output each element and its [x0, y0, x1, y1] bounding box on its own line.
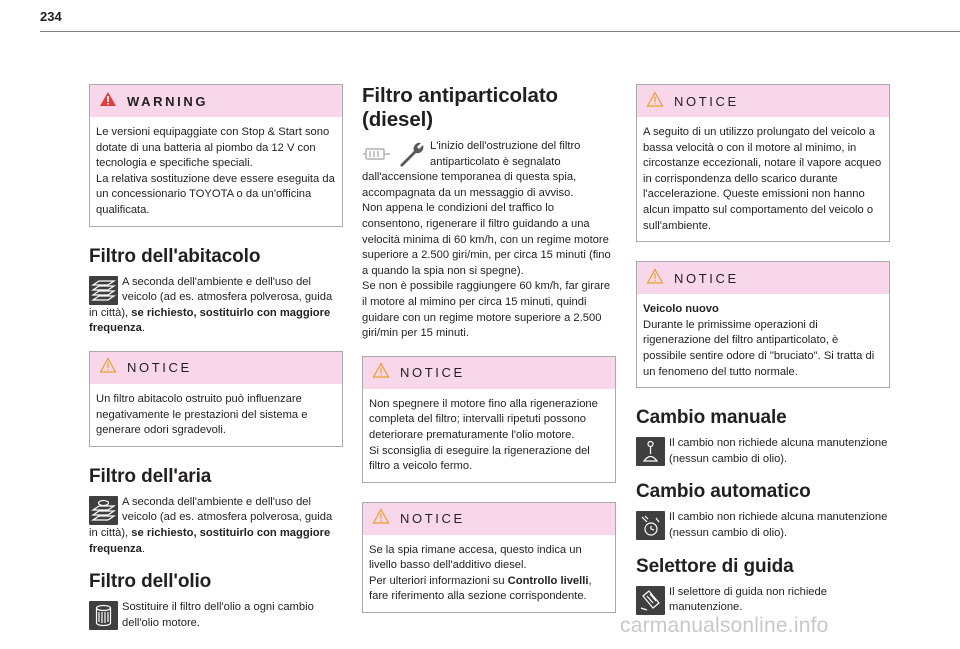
manual-gearbox-icon: [636, 437, 665, 466]
oil-filter-heading: Filtro dell'olio: [89, 571, 212, 593]
manual-gearbox-text: Il cambio non richiede alcuna manutenzione (nessun cambio di olio).: [669, 437, 888, 465]
new-vehicle-notice-title: NOTICE: [674, 270, 739, 286]
automatic-gearbox-paragraph: [636, 510, 890, 541]
dpf-notice-1-line-2: Si sconsiglia di eseguire la rigenerazione del filtro a veicolo fermo.: [369, 444, 590, 473]
column-1: [89, 84, 343, 645]
vapour-notice-title: NOTICE: [674, 93, 739, 109]
cabin-filter-bold: se richiesto, sostituirlo con maggiore frequenza: [89, 306, 331, 335]
dpf-notice-1-box: [362, 356, 616, 483]
warning-title: WARNING: [127, 93, 209, 109]
air-filter-heading: Filtro dell'aria: [89, 465, 212, 487]
automatic-gearbox-text: Il cambio non richiede alcuna manutenzione (nessun cambio di olio).: [669, 511, 888, 539]
vapour-notice-header: [637, 85, 889, 117]
vapour-notice-body: A seguito di un utilizzo prolungato del veicolo a bassa velocità o con il motore al minimo, in circostanze eccezionali, notare il vapore acqueo in corrispondenza dello scarico durante l'accelerazione. Queste emissioni non hanno alcun impatto sul comportamento del veicolo o sull'ambiente.: [643, 126, 882, 232]
dpf-heading: Filtro antiparticolato (diesel): [362, 84, 558, 131]
cabin-filter-icon: [89, 276, 118, 305]
new-vehicle-notice-body: [637, 294, 889, 387]
notice-triangle-icon: [646, 91, 664, 112]
cabin-filter-heading: Filtro dell'abitacolo: [89, 245, 261, 267]
dpf-notice-2-box: [362, 502, 616, 613]
manual-gearbox-paragraph: [636, 436, 890, 467]
dpf-notice-2-line-2: [369, 574, 609, 605]
warning-body: [90, 117, 342, 226]
air-filter-paragraph: [89, 495, 343, 557]
vapour-notice-box: [636, 84, 890, 242]
column-2: [362, 84, 616, 632]
dpf-notice-2-title: NOTICE: [400, 511, 465, 527]
air-filter-icon: [89, 496, 118, 525]
dpf-notice-2-post: , fare riferimento alla sezione corrispondente.: [369, 574, 592, 603]
cabin-filter-text: A seconda dell'ambiente e dell'uso del veicolo (ad es. atmosfera polverosa, guida in città),: [89, 275, 333, 319]
dpf-text-3: Se non è possibile raggiungere 60 km/h, far girare il motore al mimino per circa 15 minuti, quindi guidare con un regime motore superiore a 2.500 giri/min per 15 minuti.: [362, 280, 611, 340]
air-filter-end: .: [141, 542, 145, 555]
header-rule: [40, 31, 960, 32]
automatic-gearbox-heading: Cambio automatico: [636, 481, 811, 503]
cabin-notice-body: Un filtro abitacolo ostruito può influenzare negativamente le prestazioni del sistema e generare odori sgradevoli.: [96, 392, 308, 437]
dpf-notice-2-pre: Per ulteriori informazioni su: [369, 574, 508, 587]
dpf-warning-icons: [362, 140, 426, 169]
dpf-notice-2-body: [363, 535, 615, 612]
warning-header: [90, 85, 342, 117]
notice-triangle-icon: [99, 357, 117, 378]
dpf-text-2: Non appena le condizioni del traffico lo consentono, rigenerare il filtro guidando a una velocità minima di 60 km/h, con un regime motore superiore a 2.500 giri/min, per circa 15 minuti (fino a quando la spia non si spegne).: [362, 202, 611, 277]
manual-gearbox-heading: Cambio manuale: [636, 407, 787, 429]
warning-line-1: Le versioni equipaggiate con Stop & Start sono dotate di una batteria al piombo da 12 V con tecnologia e specifiche speciali.: [96, 126, 330, 170]
level-check-link-text: Controllo livelli: [507, 574, 589, 587]
cabin-filter-paragraph: [89, 275, 343, 337]
cabin-notice-title: NOTICE: [127, 360, 192, 376]
watermark: carmanualsonline.info: [620, 614, 829, 637]
air-filter-bold: se richiesto, sostituirlo con maggiore frequenza: [89, 526, 331, 555]
drive-selector-icon: [636, 586, 665, 615]
warning-box: [89, 84, 343, 227]
page-number: 234: [40, 9, 62, 24]
dpf-notice-2-line-1: Se la spia rimane accesa, questo indica un livello basso dell'additivo diesel.: [369, 543, 582, 572]
notice-triangle-icon: [372, 508, 390, 529]
notice-triangle-icon: [372, 362, 390, 383]
drive-selector-paragraph: [636, 585, 890, 616]
dpf-notice-1-body: [363, 389, 615, 482]
dpf-text-1: L'inizio dell'ostruzione del filtro antiparticolato è segnalato dall'accensione temporanea di questa spia, accompagnata da un messaggio di avviso.: [362, 140, 581, 199]
notice-triangle-icon: [646, 268, 664, 289]
new-vehicle-notice-header: [637, 262, 889, 294]
oil-filter-icon: [89, 601, 118, 630]
dpf-notice-1-header: [363, 357, 615, 389]
wrench-icon: [400, 143, 423, 167]
cabin-filter-end: .: [141, 322, 145, 335]
drive-selector-text: Il selettore di guida non richiede manutenzione.: [669, 585, 827, 614]
cabin-notice-header: [90, 352, 342, 384]
dpf-notice-2-header: [363, 503, 615, 535]
oil-filter-text: Sostituire il filtro dell'olio a ogni cambio dell'olio motore.: [122, 601, 314, 629]
dpf-notice-1-title: NOTICE: [400, 365, 465, 381]
new-vehicle-label: Veicolo nuovo: [643, 303, 719, 316]
warning-triangle-icon: [99, 91, 117, 112]
air-filter-text: A seconda dell'ambiente e dell'uso del veicolo (ad es. atmosfera polverosa, guida in città),: [89, 495, 333, 539]
new-vehicle-text: Durante le primissime operazioni di rigenerazione del filtro antiparticolato, è possibile sentire odore di "bruciato". Si tratta di un fenomeno del tutto normale.: [643, 318, 875, 378]
new-vehicle-notice-box: [636, 261, 890, 388]
cabin-notice-box: [89, 351, 343, 447]
drive-selector-heading: Selettore di guida: [636, 555, 794, 577]
oil-filter-paragraph: [89, 600, 343, 631]
dpf-notice-1-line-1: Non spegnere il motore fino alla rigenerazione completa del filtro; intervalli ripetuti possono deteriorare prematuramente l'olio motore.: [369, 397, 598, 441]
automatic-gearbox-icon: [636, 511, 665, 540]
dpf-paragraph: [362, 139, 616, 342]
warning-line-2: La relativa sostituzione deve essere eseguita da un concessionario TOYOTA o da un'officina qualificata.: [96, 172, 335, 216]
particle-filter-icon: [363, 149, 390, 159]
column-3: [636, 84, 890, 630]
